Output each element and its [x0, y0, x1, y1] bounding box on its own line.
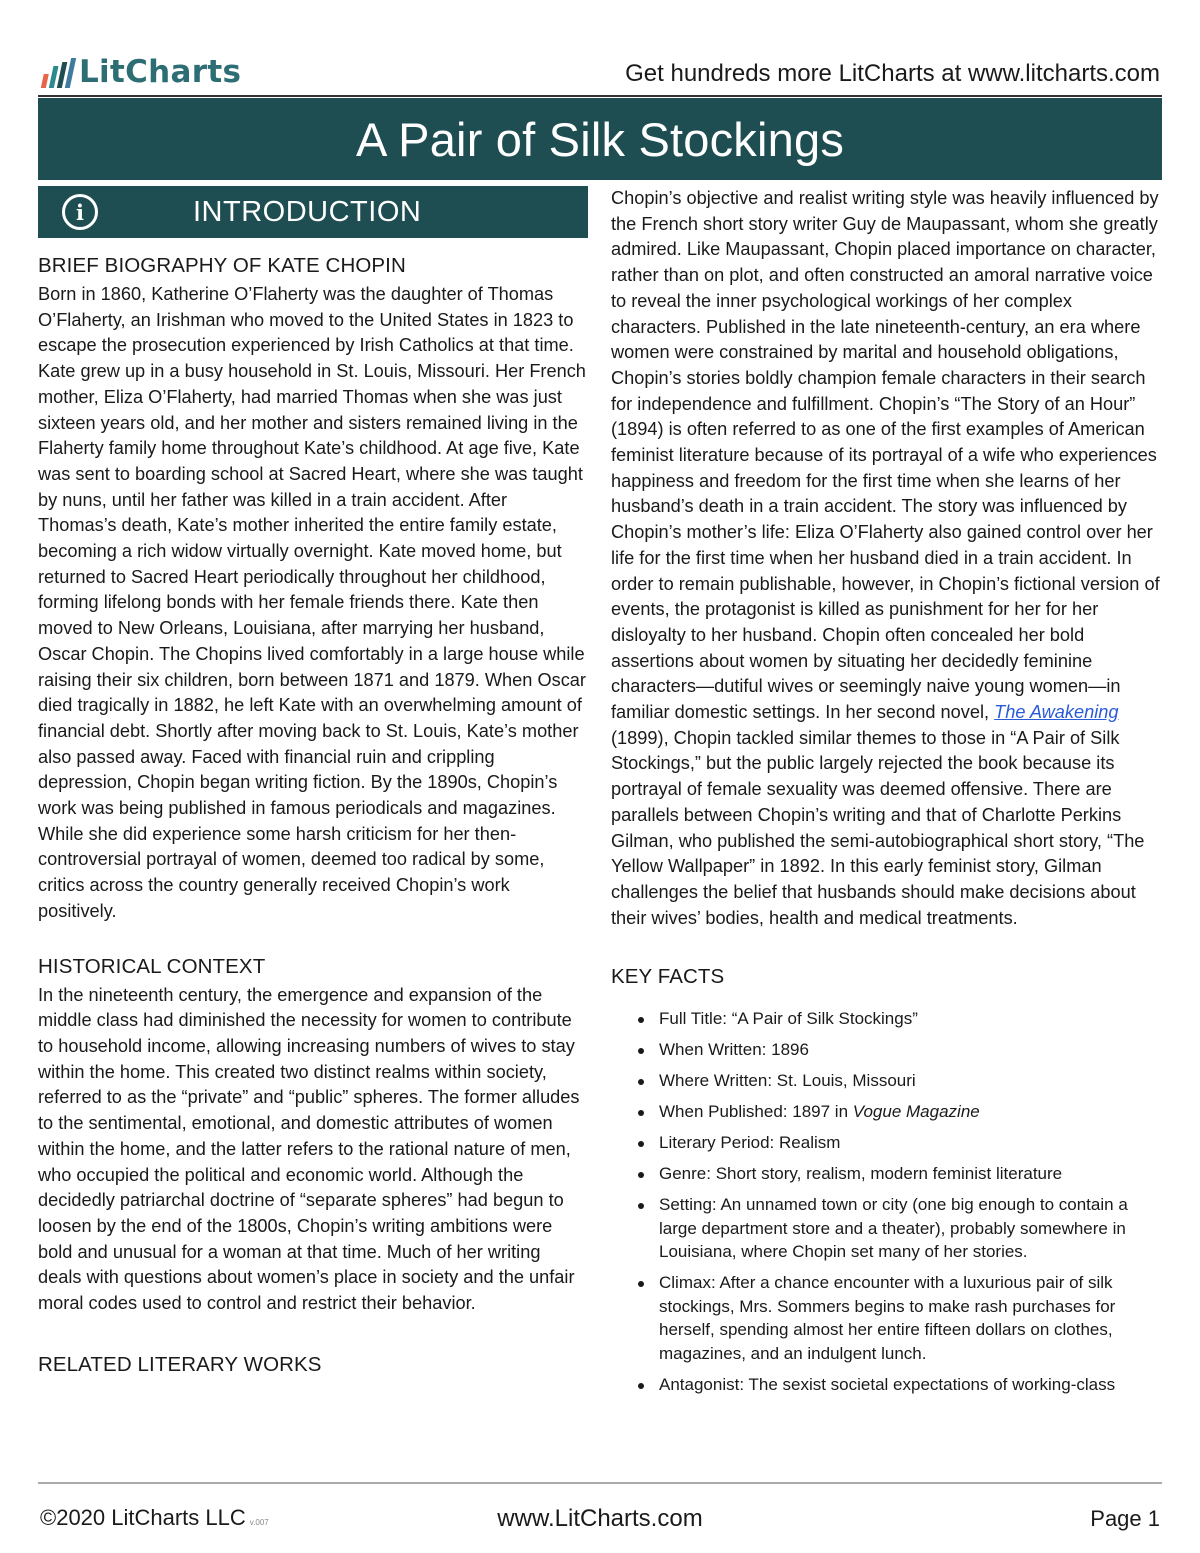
related-heading: RELATED LITERARY WORKS [38, 1352, 322, 1376]
fact-value: Short story, realism, modern feminist literature [710, 1164, 1063, 1184]
introduction-section-bar [38, 186, 588, 238]
fact-value: After a chance encounter with a luxurious pair of silk stockings, Mrs. Sommers begins to make rash purchases for herself, spending almost her entire fifteen dollars on clothes, magazines, and an indulgent lunch. [659, 1273, 1116, 1363]
fact-label: Antagonist: [659, 1374, 745, 1394]
fact-value: “A Pair of Silk Stockings” [727, 1009, 918, 1029]
footer-divider [38, 1482, 1162, 1484]
key-facts-heading: KEY FACTS [611, 965, 725, 989]
related-text-part2: (1899), Chopin tackled similar themes to those in “A Pair of Silk Stockings,” but the public largely rejected the book because its portrayal of female sexuality was deemed offensive. There are parallels between Chopin’s writing and that of Charlotte Perkins Gilman, who published the semi-autobiographical short story, “The Yellow Wallpaper” in 1892. In this early feminist story, Gilman challenges the belief that husbands should make decisions about their wives’ bodies, health and medical treatments. [611, 727, 1145, 928]
version-text: v.007 [249, 1518, 269, 1527]
footer-site-link[interactable]: www.LitCharts.com [497, 1505, 703, 1532]
logo-bars-icon [41, 58, 76, 88]
fact-label: Setting: [659, 1195, 717, 1215]
fact-value: The sexist societal expectations of working-class [744, 1374, 1116, 1394]
fact-label: Where Written: [659, 1071, 773, 1091]
header-divider [38, 95, 1162, 97]
fact-label: Climax: [659, 1273, 716, 1293]
related-text-part1: Chopin’s objective and realist writing style was heavily influenced by the French short story writer Guy de Maupassant, whom she greatly admired. Like Maupassant, Chopin placed importance on character, rather than on plot, and often constructed an amoral narrative voice to reveal the inner psychological workings of her complex characters. Published in the late nineteenth-century, an era where women were constrained by marital and household obligations, Chopin’s stories boldly champion female characters in their search for independence and fulfillment. Chopin’s “The Story of an Hour” (1894) is often referred to as one of the first examples of American feminist literature because of its portrayal of a wife who experiences happiness and freedom for the first time when she learns of her husband’s death in a train accident. The story was influenced by Chopin’s mother’s life: Eliza O’Flaherty also gained control over her life for the first time when her husband died in a train accident. In order to remain publishable, however, in Chopin’s fictional version of events, the protagonist is killed as punishment for her for her disloyalty to her husband. Chopin often concealed her bold assertions about women by situating her decidedly feminine characters—dutiful wives or seemingly naive young women—in familiar domestic settings. In her second novel, [611, 188, 1160, 723]
section-label: INTRODUCTION [193, 196, 422, 228]
left-column [38, 186, 588, 1377]
the-awakening-link[interactable]: The Awakening [994, 702, 1119, 723]
list-item [633, 1373, 1162, 1397]
historical-text: In the nineteenth century, the emergence and expansion of the middle class had diminished the necessity for women to contribute to household income, allowing increasing numbers of wives to stay within the home. This created two distinct realms within society, referred to as the “private” and “public” spheres. The former alludes to the sentimental, emotional, and domestic attributes of women within the home, and the latter refers to the rational nature of men, who occupied the political and economic world. Although the decidedly patriarchal doctrine of “separate spheres” had begun to loosen by the end of the 1800s, Chopin’s writing ambitions were bold and unusual for a woman at that time. Much of her writing deals with questions about women’s place in society and the unfair moral codes used to control and restrict their behavior. [38, 984, 580, 1314]
list-item [633, 1271, 1162, 1365]
related-text [611, 186, 1162, 931]
fact-label: When Published: [659, 1102, 788, 1122]
info-icon: i [62, 194, 98, 230]
fact-label: Literary Period: [659, 1133, 775, 1153]
list-item [633, 1038, 1162, 1062]
fact-value: Realism [774, 1133, 841, 1153]
right-column [611, 186, 1162, 1404]
fact-label: Genre: [659, 1164, 711, 1184]
list-item [633, 1131, 1162, 1155]
header-tagline[interactable]: Get hundreds more LitCharts at www.litcharts.com [625, 60, 1160, 87]
list-item [633, 1069, 1162, 1093]
fact-value-italic: Vogue Magazine [852, 1102, 980, 1122]
fact-value: An unnamed town or city (one big enough to contain a large department store and a theater), probably somewhere in Louisiana, where Chopin set many of her stories. [659, 1195, 1128, 1262]
fact-label: When Written: [659, 1040, 767, 1060]
list-item [633, 1007, 1162, 1031]
logo-bar [41, 74, 49, 88]
bio-heading: BRIEF BIOGRAPHY OF KATE CHOPIN [38, 254, 406, 277]
logo-text: LitCharts [79, 54, 242, 90]
page-title: A Pair of Silk Stockings [355, 112, 845, 166]
bio-text: Born in 1860, Katherine O’Flaherty was the daughter of Thomas O’Flaherty, an Irishman who moved to the United States in 1823 to escape the prosecution experienced by Irish Catholics at that time. Kate grew up in a busy household in St. Louis, Missouri. Her French mother, Eliza O’Flaherty, had married Thomas when she was just sixteen years old, and her mother and sisters remained living in the Flaherty family home throughout Kate’s childhood. At age five, Kate was sent to boarding school at Sacred Heart, where she was taught by nuns, until her father was killed in a train accident. After Thomas’s death, Kate’s mother inherited the entire family estate, becoming a rich widow virtually overnight. Kate moved home, but returned to Sacred Heart periodically throughout her childhood, forming lifelong bonds with her female friends there. Kate then moved to New Orleans, Louisiana, after marrying her husband, Oscar Chopin. The Chopins lived comfortably in a large house while raising their six children, born between 1871 and 1879. When Oscar died tragically in 1882, he left Kate with an overwhelming amount of financial debt. Shortly after moving back to St. Louis, Kate’s mother also passed away. Faced with financial ruin and crippling depression, Chopin began writing fiction. By the 1890s, Chopin’s work was being published in famous periodicals and magazines. While she did experience some harsh criticism for her then-controversial portrayal of women, deemed too radical by some, critics across the country generally received Chopin’s work positively. [38, 284, 586, 921]
page-number: Page 1 [1090, 1506, 1160, 1531]
historical-heading: HISTORICAL CONTEXT [38, 954, 266, 978]
key-facts-list [611, 1007, 1162, 1396]
copyright-text: ©2020 LitCharts LLC [40, 1505, 246, 1530]
list-item [633, 1193, 1162, 1264]
fact-value: 1896 [766, 1040, 809, 1060]
fact-value: St. Louis, Missouri [772, 1071, 916, 1091]
header [38, 50, 1162, 94]
title-banner [38, 98, 1162, 180]
litcharts-logo[interactable] [44, 54, 241, 88]
fact-label: Full Title: [659, 1009, 728, 1029]
fact-value: 1897 in [787, 1102, 853, 1122]
list-item [633, 1162, 1162, 1186]
list-item [633, 1100, 1162, 1124]
